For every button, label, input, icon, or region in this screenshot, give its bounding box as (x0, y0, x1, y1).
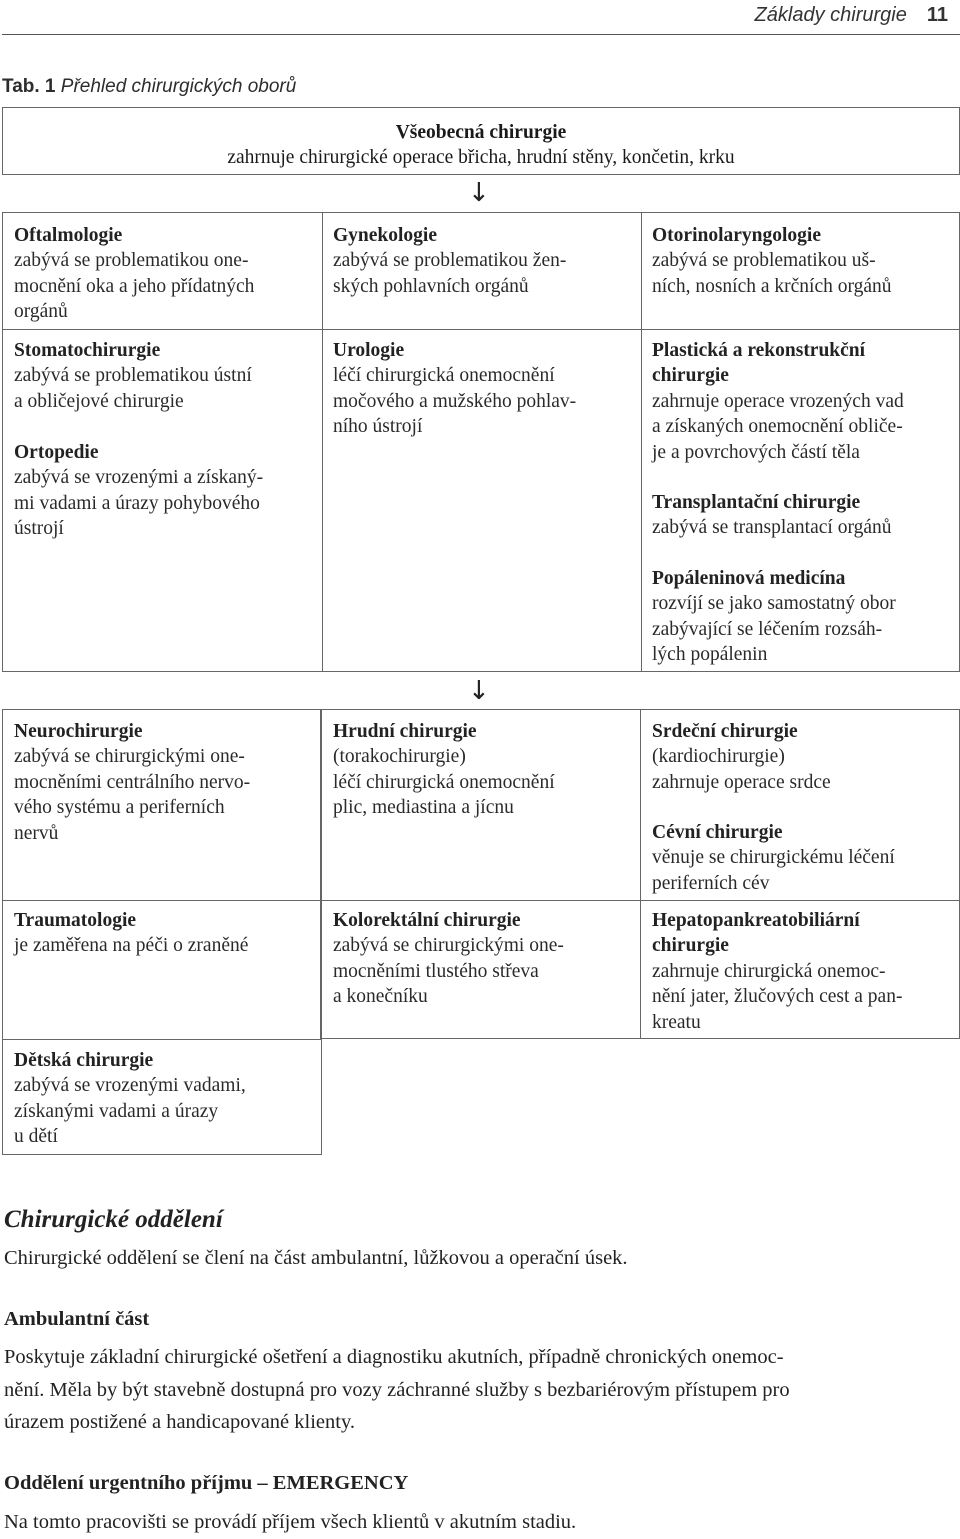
table-label: Tab. 1 (2, 76, 56, 97)
specialty-title: Cévní chirurgie (652, 822, 783, 843)
subsection-title-emergency: Oddělení urgentního příjmu – EMERGENCY (4, 1472, 409, 1494)
specialty-title: Stomatochirurgie (14, 340, 161, 361)
specialty-hrudni-chirurgie: Hrudní chirurgie (torakochirurgie) léčí chirurgická onemocnění plic, mediastina a jícnu (333, 721, 555, 819)
running-head-title: Základy chirurgie (754, 4, 907, 26)
specialty-plasticka-chirurgie: Plastická a rekonstrukční chirurgie zahrnuje operace vrozených vad a získaných onemocnění obliče- je a povrchových částí těla (652, 340, 904, 463)
specialty-title: Ortopedie (14, 442, 99, 463)
paragraph-ambulantni: Poskytuje základní chirurgické ošetření a diagnostiku akutních, případně chronických onemoc- nění. Měla by být stavebně dostupná pro vozy záchranné služby s bezbariérovým přístupem pro úrazem postižené a handicapované klienty. (4, 1346, 790, 1433)
specialty-srdecni-chirurgie: Srdeční chirurgie (kardiochirurgie) zahrnuje operace srdce (652, 721, 831, 793)
specialty-title: Popáleninová medicína (652, 568, 846, 589)
specialty-ortopedie: Ortopedie zabývá se vrozenými a získaný- mi vadami a úrazy pohybového ústrojí (14, 442, 264, 540)
section-intro: Chirurgické oddělení se člení na část ambulantní, lůžkovou a operační úsek. (4, 1247, 628, 1269)
column-divider (641, 213, 642, 671)
column-divider (322, 213, 323, 671)
specialty-title: Transplantační chirurgie (652, 492, 861, 513)
specialty-title: Neurochirurgie (14, 721, 143, 742)
down-arrow-icon: ↓ (468, 676, 490, 706)
specialty-title: Srdeční chirurgie (652, 721, 798, 742)
specialty-oftalmologie: Oftalmologie zabývá se problematikou one- mocnění oka a jeho přídatných orgánů (14, 225, 255, 323)
specialty-gynekologie: Gynekologie zabývá se problematikou žen- ských pohlavních orgánů (333, 225, 567, 297)
specialty-title: Kolorektální chirurgie (333, 910, 521, 931)
header-rule (2, 34, 960, 35)
specialty-urologie: Urologie léčí chirurgická onemocnění močového a mužského pohlav- ního ústrojí (333, 340, 577, 438)
column-divider (640, 710, 641, 1038)
specialty-traumatologie: Traumatologie je zaměřena na péči o zraněné (14, 910, 249, 957)
section-title: Chirurgické oddělení (4, 1206, 223, 1233)
table-caption-text: Přehled chirurgických oborů (60, 76, 297, 97)
specialty-title: Urologie (333, 340, 405, 361)
specialty-stomatochirurgie: Stomatochirurgie zabývá se problematikou ústní a obličejové chirurgie (14, 340, 252, 412)
specialty-kolorektalni-chirurgie: Kolorektální chirurgie zabývá se chirurgickými one- mocněními tlustého střeva a konečníku (333, 910, 564, 1008)
row-divider (321, 900, 959, 901)
table-caption (2, 76, 296, 98)
specialty-title: Dětská chirurgie (14, 1050, 154, 1071)
row-divider (3, 900, 321, 901)
specialty-title: Hepatopankreatobiliární (652, 910, 860, 931)
specialty-cevni-chirurgie: Cévní chirurgie věnuje se chirurgickému léčení periferních cév (652, 822, 895, 894)
specialty-transplantacni-chirurgie: Transplantační chirurgie zabývá se transplantací orgánů (652, 492, 892, 539)
down-arrow-icon: ↓ (468, 178, 490, 208)
specialty-otorinolaryngologie: Otorinolaryngologie zabývá se problematikou uš- ních, nosních a krčních orgánů (652, 225, 892, 297)
specialty-hepatopankreatobiliarni-chirurgie: Hepatopankreatobiliární chirurgie zahrnuje chirurgická onemoc- nění jater, žlučových cest a pan- kreatu (652, 910, 903, 1033)
general-surgery-box (2, 107, 960, 175)
specialty-title: Oftalmologie (14, 225, 123, 246)
paragraph-emergency: Na tomto pracovišti se provádí příjem všech klientů v akutním stadiu. (4, 1511, 577, 1533)
specialty-title: Otorinolaryngologie (652, 225, 821, 246)
specialty-popaleninova-medicina: Popáleninová medicína rozvíjí se jako samostatný obor zabývající se léčením rozsáh- lých popálenin (652, 568, 896, 666)
specialty-title: Hrudní chirurgie (333, 721, 477, 742)
general-surgery-title: Všeobecná chirurgie (395, 122, 567, 143)
subsection-title-ambulantni: Ambulantní část (4, 1308, 150, 1330)
running-head (755, 2, 948, 28)
specialty-detska-chirurgie: Dětská chirurgie zabývá se vrozenými vadami, získanými vadami a úrazy u dětí (14, 1050, 246, 1148)
specialty-title: Traumatologie (14, 910, 137, 931)
row-divider (3, 329, 959, 330)
specialty-title: Gynekologie (333, 225, 438, 246)
general-surgery-description: zahrnuje chirurgické operace břicha, hrudní stěny, končetin, krku (227, 147, 735, 168)
specialty-neurochirurgie: Neurochirurgie zabývá se chirurgickými one- mocněními centrálního nervo- vého systému a periferních nervů (14, 721, 251, 844)
row-divider (3, 1039, 321, 1040)
specialty-title: Plastická a rekonstrukční (652, 340, 866, 361)
page-number: 11 (926, 4, 948, 26)
